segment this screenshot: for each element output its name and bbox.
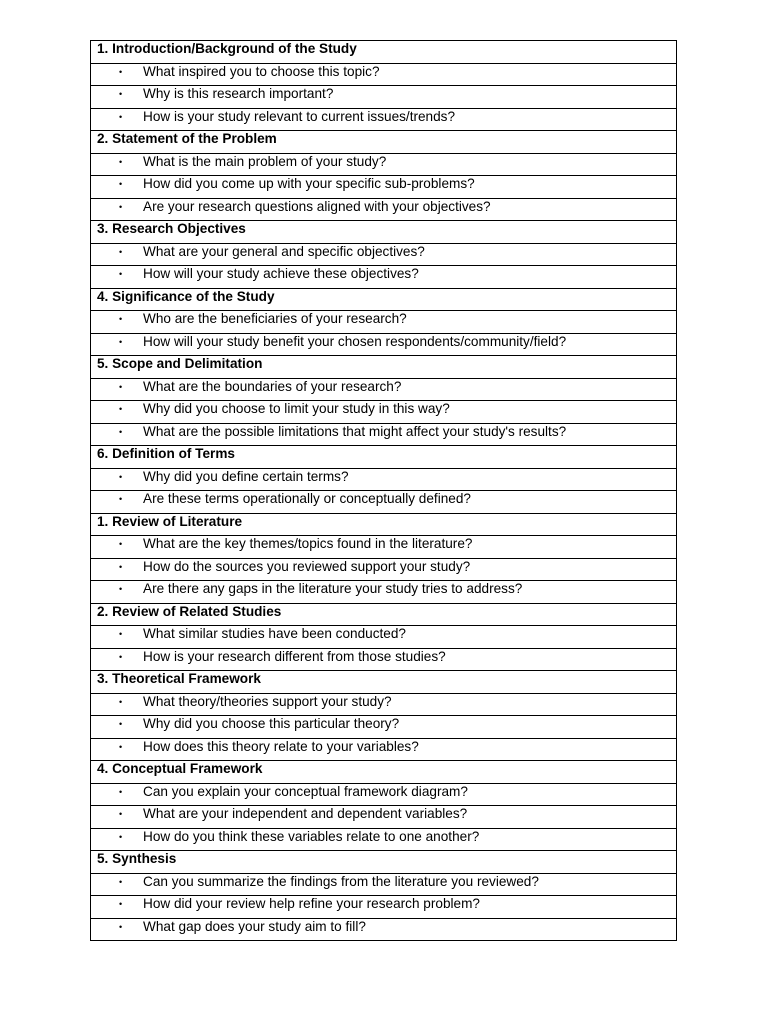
section-heading: 4. Conceptual Framework — [91, 761, 677, 784]
question-row — [91, 806, 677, 829]
bullet-icon: • — [119, 269, 123, 279]
bullet-icon: • — [119, 719, 123, 729]
bullet-icon: • — [119, 494, 123, 504]
question-text: Why did you choose this particular theory? — [143, 716, 400, 731]
section-heading: 5. Scope and Delimitation — [91, 356, 677, 379]
questions-table-body — [91, 41, 677, 941]
question-cell — [91, 648, 677, 671]
question-cell — [91, 536, 677, 559]
questions-table — [90, 40, 677, 941]
question-row — [91, 311, 677, 334]
bullet-icon: • — [119, 156, 123, 167]
question-cell — [91, 873, 677, 896]
question-cell — [91, 491, 677, 514]
question-cell — [91, 558, 677, 581]
question-cell — [91, 693, 677, 716]
question-cell — [91, 198, 677, 221]
section-heading-row — [91, 671, 677, 694]
question-cell — [91, 176, 677, 199]
question-cell — [91, 108, 677, 131]
bullet-icon: • — [119, 381, 123, 392]
question-row — [91, 243, 677, 266]
question-text: How does this theory relate to your variables? — [143, 738, 419, 754]
question-text: How will your study benefit your chosen respondents/community/field? — [143, 333, 567, 349]
bullet-icon: • — [119, 629, 123, 639]
question-text: What gap does your study aim to fill? — [143, 918, 366, 934]
question-text: What theory/theories support your study? — [143, 693, 392, 709]
question-cell — [91, 716, 677, 739]
bullet-icon: • — [119, 336, 123, 347]
bullet-icon: • — [119, 786, 123, 797]
question-cell — [91, 401, 677, 424]
question-row — [91, 63, 677, 86]
section-heading: 2. Review of Related Studies — [91, 603, 677, 626]
question-row — [91, 536, 677, 559]
section-heading-row — [91, 761, 677, 784]
bullet-icon: • — [119, 111, 123, 122]
section-heading-row — [91, 131, 677, 154]
section-heading: 1. Introduction/Background of the Study — [91, 41, 677, 64]
question-cell — [91, 86, 677, 109]
question-cell — [91, 896, 677, 919]
question-text: Why did you define certain terms? — [143, 468, 349, 484]
question-text: How do the sources you reviewed support your study? — [143, 558, 471, 574]
question-row — [91, 581, 677, 604]
question-row — [91, 896, 677, 919]
question-row — [91, 558, 677, 581]
question-cell — [91, 806, 677, 829]
question-row — [91, 783, 677, 806]
bullet-icon: • — [119, 899, 123, 909]
question-row — [91, 828, 677, 851]
question-row — [91, 378, 677, 401]
section-heading: 4. Significance of the Study — [91, 288, 677, 311]
question-text: How will your study achieve these objectives? — [143, 266, 419, 281]
question-text: Are these terms operationally or conceptually defined? — [143, 491, 471, 506]
question-row — [91, 626, 677, 649]
question-text: Who are the beneficiaries of your research? — [143, 311, 407, 326]
bullet-icon: • — [119, 539, 123, 549]
question-row — [91, 333, 677, 356]
question-text: Can you summarize the findings from the literature you reviewed? — [143, 873, 539, 889]
question-row — [91, 738, 677, 761]
question-text: Why is this research important? — [143, 86, 334, 101]
section-heading-row — [91, 356, 677, 379]
question-row — [91, 108, 677, 131]
question-row — [91, 693, 677, 716]
section-heading-row — [91, 851, 677, 874]
question-text: How is your research different from those studies? — [143, 648, 446, 664]
question-text: How is your study relevant to current issues/trends? — [143, 108, 456, 124]
question-text: What inspired you to choose this topic? — [143, 63, 380, 79]
question-row — [91, 176, 677, 199]
question-cell — [91, 626, 677, 649]
question-row — [91, 648, 677, 671]
bullet-icon: • — [119, 584, 123, 594]
section-heading-row — [91, 603, 677, 626]
question-cell — [91, 311, 677, 334]
bullet-icon: • — [119, 201, 123, 212]
bullet-icon: • — [119, 651, 123, 662]
bullet-icon: • — [119, 876, 123, 887]
section-heading-row — [91, 221, 677, 244]
question-cell — [91, 581, 677, 604]
section-heading: 2. Statement of the Problem — [91, 131, 677, 154]
section-heading: 3. Research Objectives — [91, 221, 677, 244]
bullet-icon: • — [119, 809, 123, 819]
question-text: Are there any gaps in the literature your study tries to address? — [143, 581, 523, 596]
question-text: How did you come up with your specific sub-problems? — [143, 176, 475, 191]
section-heading: 3. Theoretical Framework — [91, 671, 677, 694]
bullet-icon: • — [119, 179, 123, 189]
question-text: What are the possible limitations that might affect your study's results? — [143, 423, 567, 439]
question-cell — [91, 423, 677, 446]
section-heading-row — [91, 288, 677, 311]
question-row — [91, 266, 677, 289]
question-text: Are your research questions aligned with your objectives? — [143, 198, 491, 214]
question-cell — [91, 468, 677, 491]
question-cell — [91, 333, 677, 356]
bullet-icon: • — [119, 426, 123, 437]
bullet-icon: • — [119, 561, 123, 572]
question-text: Why did you choose to limit your study in this way? — [143, 401, 450, 416]
section-heading: 6. Definition of Terms — [91, 446, 677, 469]
bullet-icon: • — [119, 741, 123, 752]
question-row — [91, 423, 677, 446]
bullet-icon: • — [119, 696, 123, 707]
question-text: Can you explain your conceptual framework diagram? — [143, 783, 468, 799]
bullet-icon: • — [119, 246, 123, 257]
bullet-icon: • — [119, 314, 123, 324]
question-cell — [91, 828, 677, 851]
section-heading: 5. Synthesis — [91, 851, 677, 874]
bullet-icon: • — [119, 404, 123, 414]
question-row — [91, 198, 677, 221]
question-row — [91, 716, 677, 739]
question-text: What are your general and specific objectives? — [143, 243, 425, 259]
section-heading-row — [91, 41, 677, 64]
question-row — [91, 153, 677, 176]
question-cell — [91, 918, 677, 941]
question-cell — [91, 243, 677, 266]
question-row — [91, 468, 677, 491]
question-text: How did your review help refine your research problem? — [143, 896, 480, 911]
question-cell — [91, 63, 677, 86]
bullet-icon: • — [119, 831, 123, 842]
question-row — [91, 491, 677, 514]
question-text: How do you think these variables relate to one another? — [143, 828, 480, 844]
question-text: What are the boundaries of your research? — [143, 378, 402, 394]
section-heading-row — [91, 513, 677, 536]
bullet-icon: • — [119, 89, 123, 99]
section-heading: 1. Review of Literature — [91, 513, 677, 536]
bullet-icon: • — [119, 66, 123, 77]
section-heading-row — [91, 446, 677, 469]
bullet-icon: • — [119, 471, 123, 482]
question-cell — [91, 738, 677, 761]
question-cell — [91, 378, 677, 401]
question-row — [91, 873, 677, 896]
question-cell — [91, 266, 677, 289]
question-text: What similar studies have been conducted? — [143, 626, 406, 641]
question-row — [91, 86, 677, 109]
question-row — [91, 918, 677, 941]
question-cell — [91, 783, 677, 806]
question-text: What are the key themes/topics found in the literature? — [143, 536, 473, 551]
question-text: What is the main problem of your study? — [143, 153, 387, 169]
bullet-icon: • — [119, 921, 123, 932]
question-text: What are your independent and dependent variables? — [143, 806, 468, 821]
question-cell — [91, 153, 677, 176]
question-row — [91, 401, 677, 424]
